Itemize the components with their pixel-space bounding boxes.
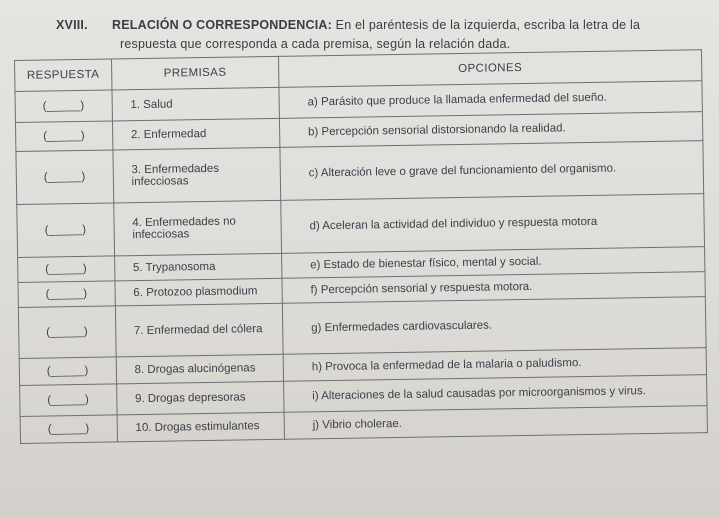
option-cell: i) Alteraciones de la salud causadas por microorganismos y virus. <box>283 375 707 413</box>
header-premisas: PREMISAS <box>111 56 279 90</box>
instruction-text-2: respuesta que corresponda a cada premisa, según la relación dada. <box>120 37 511 51</box>
premise-cell: 3. Enfermedades infecciosas <box>113 147 281 203</box>
premise-cell: 1. Salud <box>112 87 280 121</box>
answer-blank[interactable]: (_____) <box>18 256 115 283</box>
answer-blank[interactable]: (_____) <box>15 121 112 152</box>
answer-blank[interactable]: (_____) <box>15 90 112 123</box>
option-cell: d) Aceleran la actividad del individuo y respuesta motora <box>281 194 705 254</box>
instruction-text-1: En el paréntesis de la izquierda, escriba la letra de la <box>332 18 641 32</box>
answer-blank[interactable]: (_____) <box>16 150 114 205</box>
answer-blank[interactable]: (_____) <box>18 306 115 359</box>
answer-blank[interactable]: (_____) <box>17 203 115 258</box>
premise-cell: 9. Drogas depresoras <box>116 381 284 415</box>
premise-cell: 4. Enfermedades no infecciosas <box>113 200 281 256</box>
option-cell: g) Enfermedades cardiovasculares. <box>282 297 706 355</box>
option-cell: j) Vibrio cholerae. <box>284 406 707 440</box>
option-cell: a) Parásito que produce la llamada enfermedad del sueño. <box>279 81 703 119</box>
option-cell: e) Estado de bienestar físico, mental y social. <box>281 247 704 279</box>
answer-blank[interactable]: (_____) <box>20 415 117 444</box>
matching-table-wrapper <box>14 49 719 504</box>
section-number: XVIII. <box>56 18 88 32</box>
section-title: RELACIÓN O CORRESPONDENCIA: <box>112 18 332 32</box>
header-respuesta: RESPUESTA <box>15 59 112 92</box>
premise-cell: 7. Enfermedad del cólera <box>115 303 283 357</box>
instruction-line-1 <box>56 16 716 35</box>
option-cell: h) Provoca la enfermedad de la malaria o paludismo. <box>283 348 706 382</box>
premise-cell: 5. Trypanosoma <box>114 253 282 281</box>
answer-blank[interactable]: (_____) <box>19 357 116 386</box>
instructions <box>56 16 716 54</box>
answer-blank[interactable]: (_____) <box>18 281 115 308</box>
option-cell: c) Alteración leve o grave del funcionamiento del organismo. <box>280 141 704 201</box>
premise-cell: 10. Drogas estimulantes <box>117 412 285 442</box>
premise-cell: 6. Protozoo plasmodium <box>115 278 283 306</box>
option-cell: f) Percepción sensorial y respuesta motora. <box>282 272 705 304</box>
header-opciones: OPCIONES <box>278 50 702 88</box>
option-cell: b) Percepción sensorial distorsionando la realidad. <box>279 112 702 148</box>
matching-table <box>14 49 708 444</box>
premise-cell: 8. Drogas alucinógenas <box>116 354 284 384</box>
premise-cell: 2. Enfermedad <box>112 118 280 150</box>
answer-blank[interactable]: (_____) <box>20 384 117 417</box>
